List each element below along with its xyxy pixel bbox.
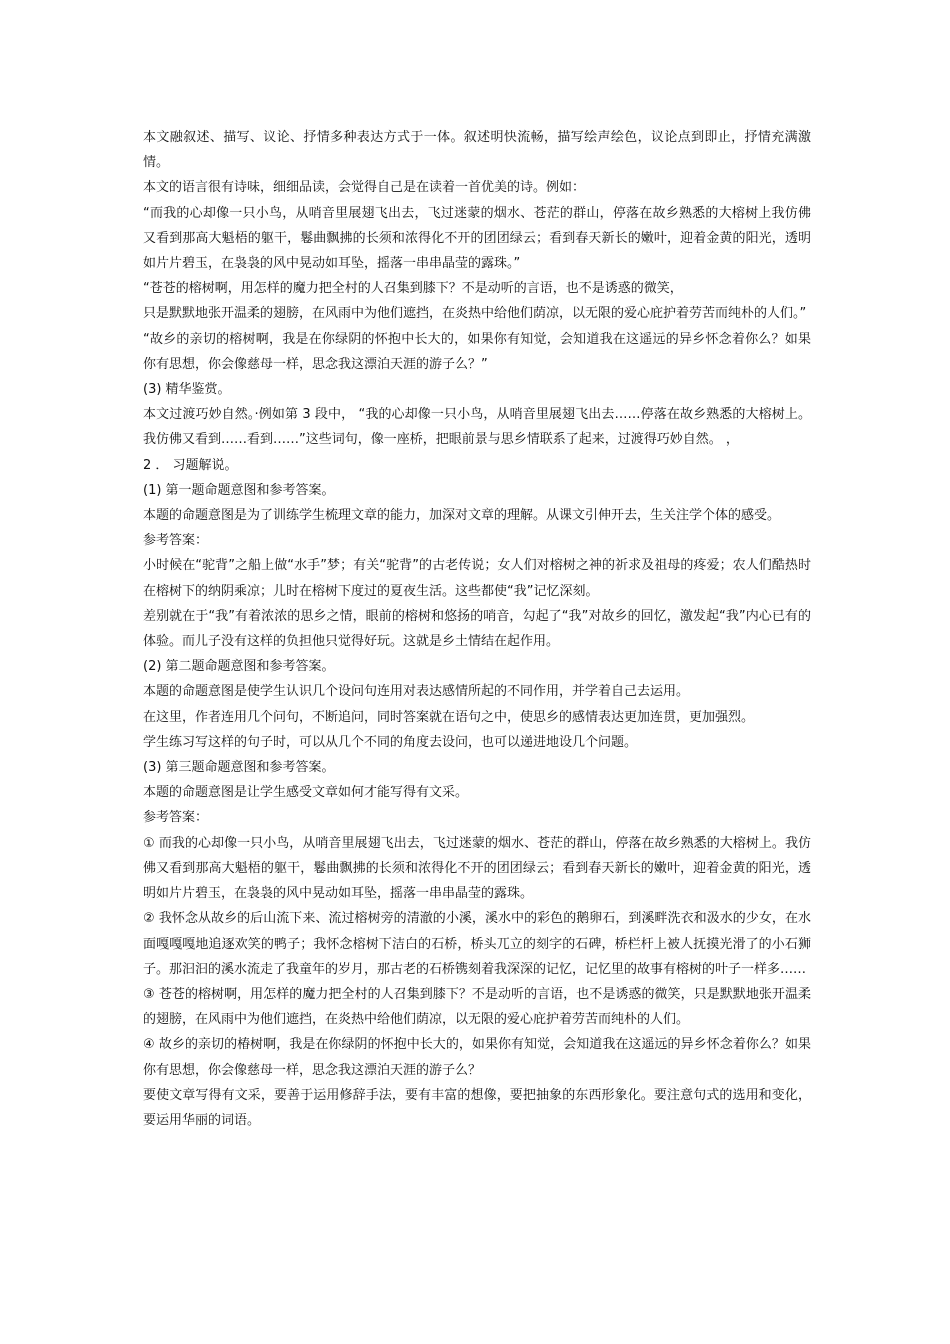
paragraph: “而我的心却像一只小鸟，从哨音里展翅飞出去，飞过迷蒙的烟水、苍茫的群山，停落在故乡熟悉的大榕树上我仿佛又看到那高大魁梧的躯干，鬈曲飘拂的长须和浓得化不开的团团绿云；看到春天新长的嫩叶，迎着金黄的阳光，透明如片片碧玉，在袅袅的风中晃动如耳坠，摇落一串串晶莹的露珠。” bbox=[143, 205, 811, 272]
paragraph: 本题的命题意图是为了训练学生梳理文章的能力，加深对文章的理解。从课文引伸开去，生关注学个体的感受。 bbox=[143, 508, 781, 524]
paragraph: ④ 故乡的亲切的椿树啊，我是在你绿阴的怀抱中长大的，如果你有知觉，会知道我在这遥远的异乡怀念着你么？如果你有思想，你会像慈母一样，思念我这漂泊天涯的游子么？ bbox=[143, 1037, 811, 1078]
paragraph: 学生练习写这样的句子时，可以从几个不同的角度去设问，也可以递进地设几个问题。 bbox=[143, 734, 638, 750]
section-heading: (3) 精华鉴赏。 bbox=[143, 382, 231, 398]
paragraph: 本文过渡巧妙自然。·例如第 3 段中， “我的心却像一只小鸟，从哨音里展翅飞出去……停落在故乡熟悉的大榕树上。我仿佛又看到……看到……”这些词句，像一座桥，把眼前景与思乡情联系了起来，过渡得巧妙自然。 ， bbox=[143, 407, 811, 448]
section-heading: 2 ． 习题解说。 bbox=[143, 457, 238, 473]
paragraph: 本题的命题意图是使学生认识几个设问句连用对表达感情所起的不同作用，并学着自己去运用。 bbox=[143, 684, 690, 700]
paragraph: 要使文章写得有文采，要善于运用修辞手法，要有丰富的想像，要把抽象的东西形象化。要注意句式的选用和变化，要运用华丽的词语。 bbox=[143, 1087, 811, 1128]
paragraph: 本文的语言很有诗味，细细品读，会觉得自己是在读着一首优美的诗。例如： bbox=[143, 180, 586, 196]
section-heading: (1) 第一题命题意图和参考答案。 bbox=[143, 482, 335, 498]
answer-label: 参考答案： bbox=[143, 533, 209, 549]
section-heading: (3) 第三题命题意图和参考答案。 bbox=[143, 760, 335, 776]
paragraph: ② 我怀念从故乡的后山流下来、流过榕树旁的清澈的小溪，溪水中的彩色的鹅卵石，到溪畔洗衣和汲水的少女，在水面嘎嘎嘎地追逐欢笑的鸭子；我怀念榕树下洁白的石桥，桥头兀立的刻字的石碑，桥栏杆上被人抚摸光滑了的小石狮子。那汩汩的溪水流走了我童年的岁月，那古老的石桥镌刻着我深深的记忆，记忆里的故事有榕树的叶子一样多…… bbox=[143, 911, 811, 977]
document-body bbox=[143, 125, 811, 1133]
paragraph: 本文融叙述、描写、议论、抒情多种表达方式于一体。叙述明快流畅，描写绘声绘色，议论点到即止，抒情充满激情。 bbox=[143, 130, 811, 171]
paragraph: 只是默默地张开温柔的翅膀，在风雨中为他们遮挡，在炎热中给他们荫凉，以无限的爱心庇护着劳苦而纯朴的人们。” bbox=[143, 306, 807, 322]
paragraph: ① 而我的心却像一只小鸟，从哨音里展翅飞出去，飞过迷蒙的烟水、苍茫的群山，停落在故乡熟悉的大榕树上。我仿佛又看到那高大魁梧的躯干，鬈曲飘拂的长须和浓得化不开的团团绿云；看到春天新长的嫩叶，迎着金黄的阳光，透明如片片碧玉，在袅袅的风中晃动如耳坠，摇落一串串晶莹的露珠。 bbox=[143, 835, 811, 902]
paragraph: “故乡的亲切的榕树啊，我是在你绿阴的怀抱中长大的，如果你有知觉，会知道我在这遥远的异乡怀念着你么？如果你有思想，你会像慈母一样，思念我这漂泊天涯的游子么？” bbox=[143, 331, 811, 372]
paragraph: 本题的命题意图是让学生感受文章如何才能写得有文采。 bbox=[143, 785, 469, 801]
answer-label: 参考答案： bbox=[143, 810, 209, 826]
section-heading: (2) 第二题命题意图和参考答案。 bbox=[143, 659, 335, 675]
paragraph: ③ 苍苍的榕树啊，用怎样的魔力把全村的人召集到膝下？不是动听的言语，也不是诱惑的微笑，只是默默地张开温柔的翅膀，在风雨中为他们遮挡，在炎热中给他们荫凉，以无限的爱心庇护着劳苦而纯朴的人们。 bbox=[143, 986, 811, 1028]
paragraph: 小时候在“驼背”之船上做“水手”梦；有关“驼背”的古老传说；女人们对榕树之神的祈求及祖母的疼爱；农人们酷热时在榕树下的纳阴乘凉；儿时在榕树下度过的夏夜生活。这些都使“我”记忆深刻。 bbox=[143, 558, 811, 599]
paragraph: 差别就在于“我”有着浓浓的思乡之情，眼前的榕树和悠扬的哨音，勾起了“我”对故乡的回忆，激发起“我”内心已有的体验。而儿子没有这样的负担他只觉得好玩。这就是乡土情结在起作用。 bbox=[143, 608, 811, 650]
paragraph: 在这里，作者连用几个问句，不断追问，同时答案就在语句之中，使思乡的感情表达更加连贯，更加强烈。 bbox=[143, 709, 755, 725]
paragraph: “苍苍的榕树啊，用怎样的魔力把全村的人召集到膝下？不是动听的言语，也不是诱惑的微笑， bbox=[143, 281, 683, 297]
